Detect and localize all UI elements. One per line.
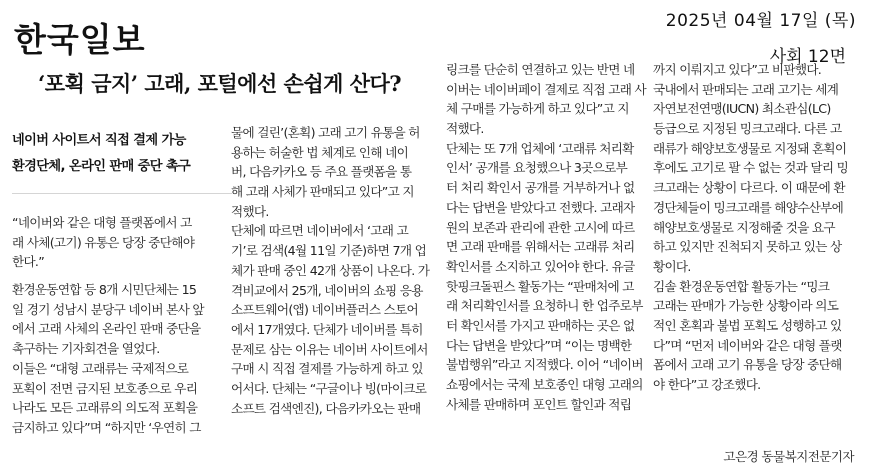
body-text-line: 래 사체(고기) 유통은 당장 중단해야 [12, 234, 195, 250]
body-text-line: 다는 답변을 받았다고 전했다. 고래자 [446, 199, 635, 215]
body-text-line: 물에 걸린’(혼획) 고래 고기 유통을 허 [231, 125, 420, 140]
body-column-2 [231, 123, 431, 418]
body-text-line: 하고 있지만 진척되지 못하고 있는 상 [653, 239, 842, 255]
body-text-line: 황이다. [653, 258, 691, 274]
body-text-line: 래 처리확인서를 요청하니 한 업주로부 [446, 298, 643, 314]
body-text-line: 폼에서 고래 고기 유통을 당장 중단해 [653, 357, 842, 373]
body-text-line: 해 고래 사체가 판매되고 있다”고 지 [231, 184, 414, 200]
body-text-line: 적인 혼획과 불법 포획도 성행하고 있 [653, 317, 842, 333]
body-text-line: 래류가 해양보호생물로 지정돼 혼획이 [653, 140, 847, 156]
subhead-line-2: 환경단체, 온라인 판매 중단 촉구 [12, 159, 191, 174]
article-headline: ‘포획 금지’ 고래, 포털에선 손쉽게 산다? [38, 71, 402, 96]
body-text-line: 면 고래 판매를 위해서는 고래류 처리 [446, 239, 635, 255]
body-text-line: 에서 고래 사체의 온라인 판매 중단을 [12, 321, 201, 337]
body-text-line: 크고래는 상황이 다르다. 이 때문에 환 [653, 180, 845, 196]
subhead-divider [12, 193, 232, 194]
reporter-byline: 고은경 동물복지전문기자 [723, 449, 854, 464]
body-text-line: 에서 17개였다. 단체가 네이버를 특히 [231, 321, 423, 337]
body-text-line: 터 처리 확인서 공개를 거부하거나 없 [446, 180, 635, 196]
body-text-line: 적했다. [231, 203, 269, 219]
newspaper-masthead: 한국일보 [14, 20, 146, 59]
body-text-line: 등급으로 지정된 밍크고래다. 다른 고 [653, 121, 842, 137]
body-column-1 [12, 213, 226, 438]
body-text-line: 경단체들이 밍크고래를 해양수산부에 [653, 199, 844, 215]
paragraph-gap [12, 272, 226, 280]
body-text-line: 문제로 삼는 이유는 네이버 사이트에서 [231, 341, 428, 357]
body-text-line: 격비교에서 25개, 네이버의 쇼핑 응용 [231, 282, 423, 298]
body-text-line: 다는 답변을 받았다”며 “이는 명백한 [446, 337, 632, 353]
body-text-line: 이버는 네이버페이 결제로 직접 고래 사 [446, 81, 646, 97]
body-text-line: 자연보전연맹(IUCN) 최소관심(LC) [653, 101, 831, 117]
body-text-line: 김솔 환경운동연합 활동가는 “밍크 [653, 278, 830, 294]
body-text-line: 링크를 단순히 연결하고 있는 반면 네 [446, 62, 635, 77]
body-text-line: 인서’ 공개를 요청했으나 3곳으로부 [446, 160, 628, 176]
body-text-line: 국내에서 판매되는 고래 고기는 세계 [653, 81, 839, 97]
publication-date: 2025년 04월 17일 (목) [665, 11, 856, 31]
body-text-line: 단체는 또 7개 업체에 ‘고래류 처리확 [446, 140, 634, 156]
body-text-line: 적했다. [446, 121, 484, 137]
body-text-line: “네이버와 같은 대형 플랫폼에서 고 [12, 215, 192, 230]
body-text-line: 포획이 전면 금지된 보호종으로 우리 [12, 380, 198, 396]
body-text-line: 터 확인서를 가지고 판매하는 곳은 없 [446, 317, 635, 333]
body-text-line: 소프트 검색엔진), 다음카카오는 판매 [231, 400, 421, 416]
body-column-4 [653, 60, 861, 395]
body-text-line: 불법행위”라고 지적했다. 이어 “네이버 [446, 357, 643, 373]
body-text-line: 쇼핑에서는 국제 보호종인 대형 고래의 [446, 377, 643, 392]
body-text-line: 일 경기 성남시 분당구 네이버 본사 앞 [12, 301, 204, 317]
body-text-line: 사체를 판매하며 포인트 할인과 적립 [446, 396, 632, 412]
body-text-line: 촉구하는 기자회견을 열었다. [12, 341, 160, 357]
body-text-line: 한다.” [12, 254, 45, 270]
body-text-line: 체 구매를 가능하게 하고 있다”고 지 [446, 101, 629, 117]
body-text-line: 어서다. 단체는 “구글이나 빙(마이크로 [231, 380, 427, 396]
body-text-line: 금지하고 있다”며 “하지만 ‘우연히 그 [12, 419, 201, 435]
body-text-line: 용하는 허술한 법 체계로 인해 네이 [231, 144, 409, 160]
body-column-3 [446, 60, 651, 414]
body-text-line: 구매 시 직접 결제를 가능하게 하고 있 [231, 361, 423, 377]
body-text-line: 이들은 “대형 고래류는 국제적으로 [12, 360, 189, 376]
body-text-line: 후에도 고기로 팔 수 없는 것과 달리 밍 [653, 160, 849, 176]
body-text-line: 까지 이뤄지고 있다”고 비판했다. [653, 62, 822, 77]
section-page-label: 사회 12면 [769, 47, 846, 67]
body-text-line: 기’로 검색(4월 11일 기준)하면 7개 업 [231, 243, 427, 259]
body-text-line: 해양보호생물로 지정해줄 것을 요구 [653, 219, 835, 235]
body-text-line: 소프트웨어(앱) 네이버플러스 스토어 [231, 302, 419, 318]
body-text-line: 다”며 “먼저 네이버와 같은 대형 플랫 [653, 337, 842, 353]
body-text-line: 단체에 따르면 네이버에서 ‘고래 고 [231, 223, 409, 239]
article-subheadline [12, 128, 244, 180]
body-text-line: 핫핑크돌핀스 활동가는 “판매처에 고 [446, 278, 634, 294]
body-text-line: 나라도 모든 고래류의 의도적 포획을 [12, 400, 198, 416]
body-text-line: 버, 다음카카오 등 주요 플랫폼을 통 [231, 164, 412, 180]
body-text-line: 환경운동연합 등 8개 시민단체는 15 [12, 282, 197, 298]
body-text-line: 야 한다”고 강조했다. [653, 377, 761, 392]
body-text-line: 고래는 판매가 가능한 상황이라 의도 [653, 298, 839, 314]
body-text-line: 원의 보존과 관리에 관한 고시에 따르 [446, 219, 635, 235]
body-text-line: 확인서를 소지하고 있어야 한다. 유글 [446, 258, 635, 274]
body-text-line: 체가 판매 중인 42개 상품이 나온다. 가 [231, 262, 430, 278]
subhead-line-1: 네이버 사이트서 직접 결제 가능 [12, 133, 186, 148]
